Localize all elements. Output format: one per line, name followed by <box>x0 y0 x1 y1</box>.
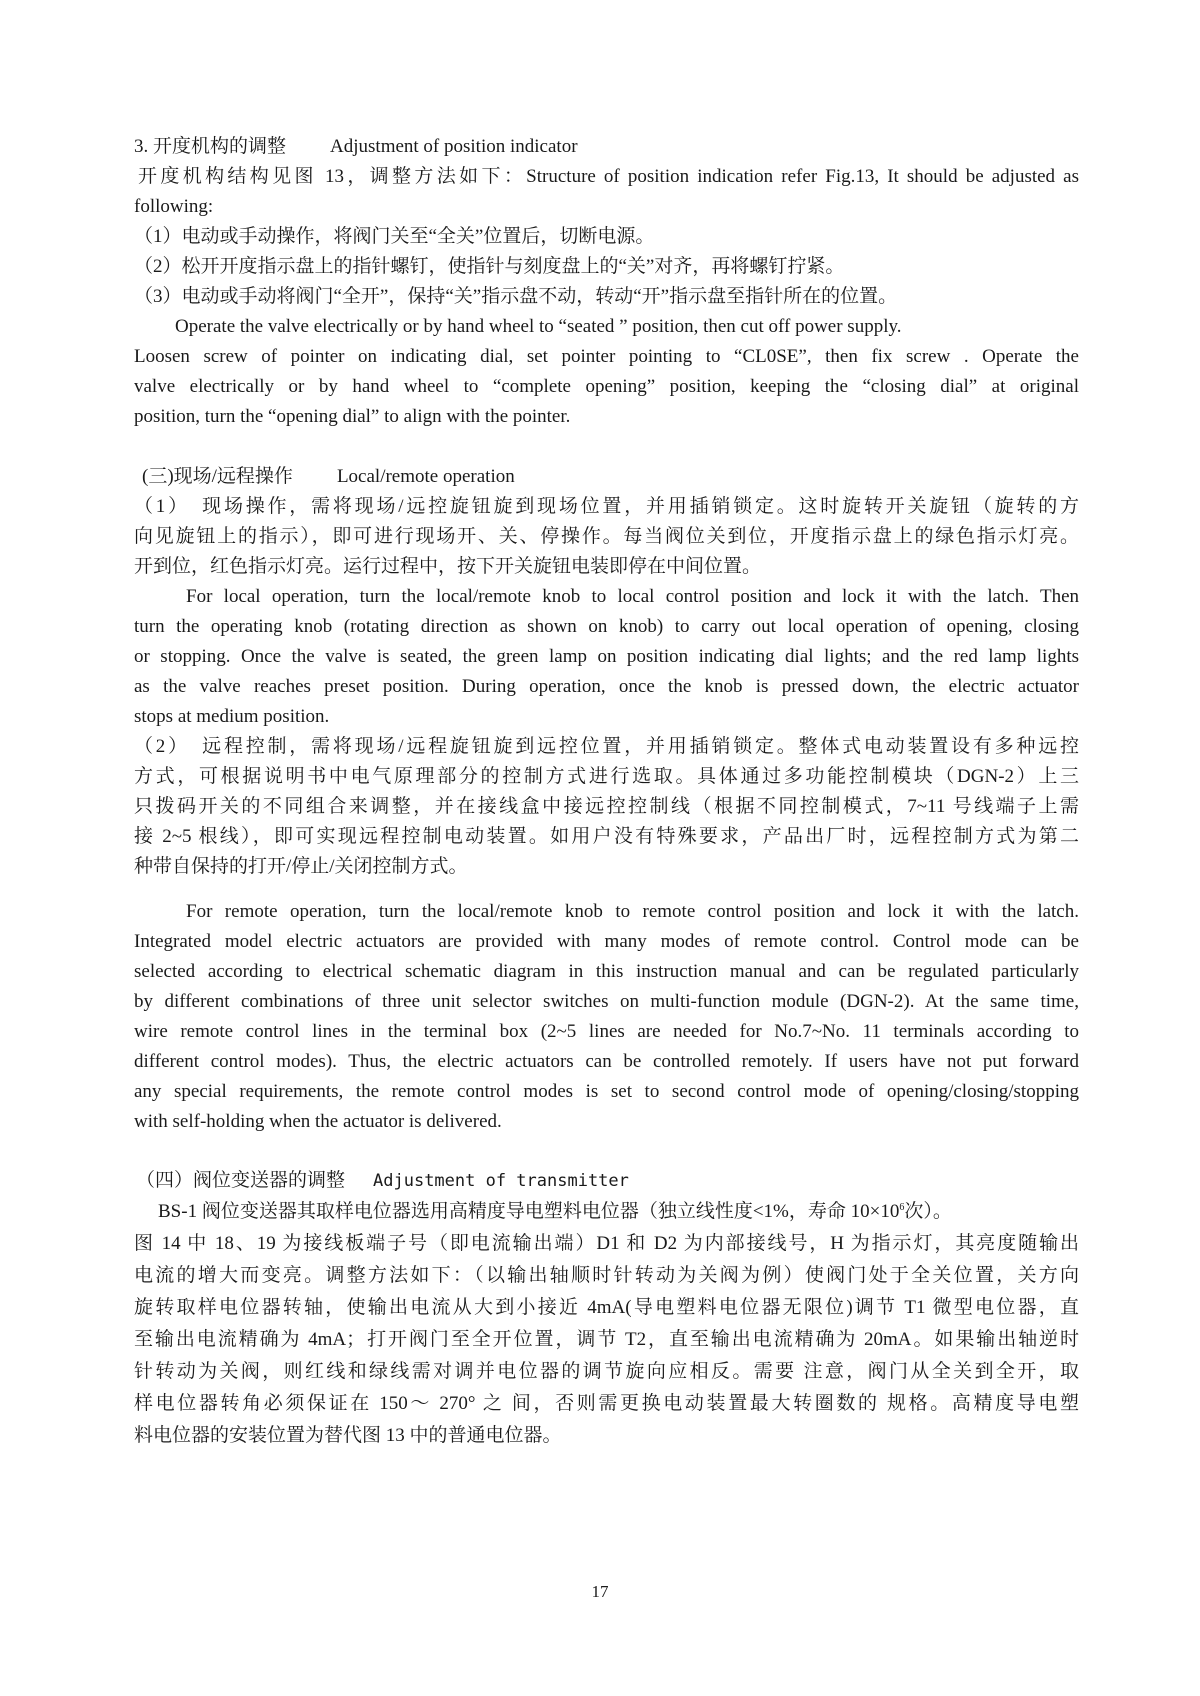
section-three-p2-en-line-6: different control modes). Thus, the electric actuators can be controlled remotely. If users have not put forward <box>134 1051 1079 1072</box>
section-three-p2-en-line-3: selected according to electrical schematic diagram in this instruction manual and can be regulated particularly <box>134 961 1079 982</box>
section-four-heading <box>136 1166 629 1196</box>
section-3-en-line-3: valve electrically or by hand wheel to “complete opening” position, keeping the “closing dial” at original <box>134 376 1079 397</box>
section-four-line-1-end: 次）。 <box>904 1201 952 1222</box>
section-three-p2-en-line-1: For remote operation, turn the local/remote knob to remote control position and lock it with the latch. <box>186 901 1079 922</box>
section-three-p2-en-line-4: by different combinations of three unit selector switches on multi-function module (DGN-2). At the same time, <box>134 991 1079 1012</box>
section-3-en-line-2: Loosen screw of pointer on indicating dial, set pointer pointing to “CL0SE”, then fix screw . Operate the <box>134 346 1079 367</box>
section-three-p1-en-line-5: stops at medium position. <box>134 706 330 727</box>
page-number: 17 <box>591 1582 609 1601</box>
section-3-heading-cn: 3. 开度机构的调整 <box>134 136 287 157</box>
section-four-line-6: 针转动为关阀，则红线和绿线需对调并电位器的调节旋向应相反。需要 注意，阀门从全关到全开，取 <box>134 1361 1079 1382</box>
section-three-p2-cn-line-3: 只拨码开关的不同组合来调整，并在接线盒中接远控控制线（根据不同控制模式，7~11 号线端子上需 <box>134 796 1079 817</box>
section-three-p2-cn-line-1: （2） 远程控制，需将现场/远程旋钮旋到远控位置，并用插销锁定。整体式电动装置设有多种远控 <box>134 736 1079 757</box>
section-three-p1-en-line-4: as the valve reaches preset position. During operation, once the knob is pressed down, the electric actuator <box>134 676 1079 697</box>
section-four-line-8: 料电位器的安装位置为替代图 13 中的普通电位器。 <box>134 1425 562 1446</box>
section-3-step-3: （3）电动或手动将阀门“全开”，保持“关”指示盘不动，转动“开”指示盘至指针所在的位置。 <box>134 286 898 307</box>
section-3-intro-line-1: 开度机构结构见图 13，调整方法如下：Structure of position indication refer Fig.13, It should be adjusted as <box>138 166 1079 187</box>
section-four-line-4: 旋转取样电位器转轴，使输出电流从大到小接近 4mA(导电塑料电位器无限位)调节 T1 微型电位器，直 <box>134 1297 1079 1318</box>
section-3-en-line-1: Operate the valve electrically or by hand wheel to “seated ” position, then cut off power supply. <box>175 316 902 337</box>
section-four-line-1 <box>158 1197 952 1227</box>
section-3-en-line-4: position, turn the “opening dial” to align with the pointer. <box>134 406 571 427</box>
section-three-heading-en: Local/remote operation <box>336 466 515 487</box>
section-four-line-3: 电流的增大而变亮。调整方法如下：（以输出轴顺时针转动为关阀为例）使阀门处于全关位置，关方向 <box>134 1265 1079 1286</box>
section-three-p1-cn-line-3: 开到位，红色指示灯亮。运行过程中，按下开关旋钮电装即停在中间位置。 <box>134 556 762 577</box>
section-three-p2-cn-line-4: 接 2~5 根线），即可实现远程控制电动装置。如用户没有特殊要求，产品出厂时，远程控制方式为第二 <box>134 826 1079 847</box>
section-three-p1-cn-line-1: （1） 现场操作，需将现场/远控旋钮旋到现场位置，并用插销锁定。这时旋转开关旋钮（旋转的方 <box>134 496 1079 517</box>
section-three-p1-en-line-1: For local operation, turn the local/remote knob to local control position and lock it with the latch. Then <box>186 586 1079 607</box>
section-3-step-2: （2）松开开度指示盘上的指针螺钉，使指针与刻度盘上的“关”对齐，再将螺钉拧紧。 <box>134 256 845 277</box>
section-3-heading-en: Adjustment of position indicator <box>330 136 578 157</box>
section-three-p2-cn-line-2: 方式，可根据说明书中电气原理部分的控制方式进行选取。具体通过多功能控制模块（DGN-2）上三 <box>134 766 1079 787</box>
section-three-p1-cn-line-2: 向见旋钮上的指示），即可进行现场开、关、停操作。每当阀位关到位，开度指示盘上的绿色指示灯亮。 <box>134 526 1079 547</box>
section-three-p2-en-line-2: Integrated model electric actuators are provided with many modes of remote control. Control mode can be <box>134 931 1079 952</box>
section-three-p2-en-line-5: wire remote control lines in the terminal box (2~5 lines are needed for No.7~No. 11 terminals according to <box>134 1021 1079 1042</box>
section-four-line-2: 图 14 中 18、19 为接线板端子号（即电流输出端）D1 和 D2 为内部接线号，H 为指示灯，其亮度随输出 <box>134 1233 1079 1254</box>
section-3-step-1: （1）电动或手动操作，将阀门关至“全关”位置后，切断电源。 <box>134 226 655 247</box>
section-three-heading <box>142 462 515 492</box>
section-four-heading-en: Adjustment of transmitter <box>373 1171 629 1191</box>
section-three-heading-cn: (三)现场/远程操作 <box>142 466 293 487</box>
section-3-intro-line-2: following: <box>134 196 214 217</box>
section-three-p2-en-line-7: any special requirements, the remote control modes is set to second control mode of opening/closing/stopping <box>134 1081 1079 1102</box>
section-three-p2-cn-line-5: 种带自保持的打开/停止/关闭控制方式。 <box>134 856 468 877</box>
section-three-p1-en-line-3: or stopping. Once the valve is seated, the green lamp on position indicating dial lights; and the red lamp lights <box>134 646 1079 667</box>
section-four-line-7: 样电位器转角必须保证在 150～ 270° 之 间，否则需更换电动装置最大转圈数的 规格。高精度导电塑 <box>134 1393 1079 1414</box>
section-three-p2-en-line-8: with self-holding when the actuator is delivered. <box>134 1111 502 1132</box>
section-3-heading <box>134 132 578 162</box>
section-four-heading-cn: （四）阀位变送器的调整 <box>136 1170 346 1191</box>
section-three-p1-en-line-2: turn the operating knob (rotating direction as shown on knob) to carry out local operation of opening, closing <box>134 616 1079 637</box>
section-four-line-1-main: BS-1 阀位变送器其取样电位器选用高精度导电塑料电位器（独立线性度<1%，寿命 10×10 <box>158 1201 900 1222</box>
section-four-line-1-exponent: 6 <box>899 1202 905 1213</box>
section-four-line-5: 至输出电流精确为 4mA；打开阀门至全开位置，调节 T2，直至输出电流精确为 20mA。如果输出轴逆时 <box>134 1329 1079 1350</box>
